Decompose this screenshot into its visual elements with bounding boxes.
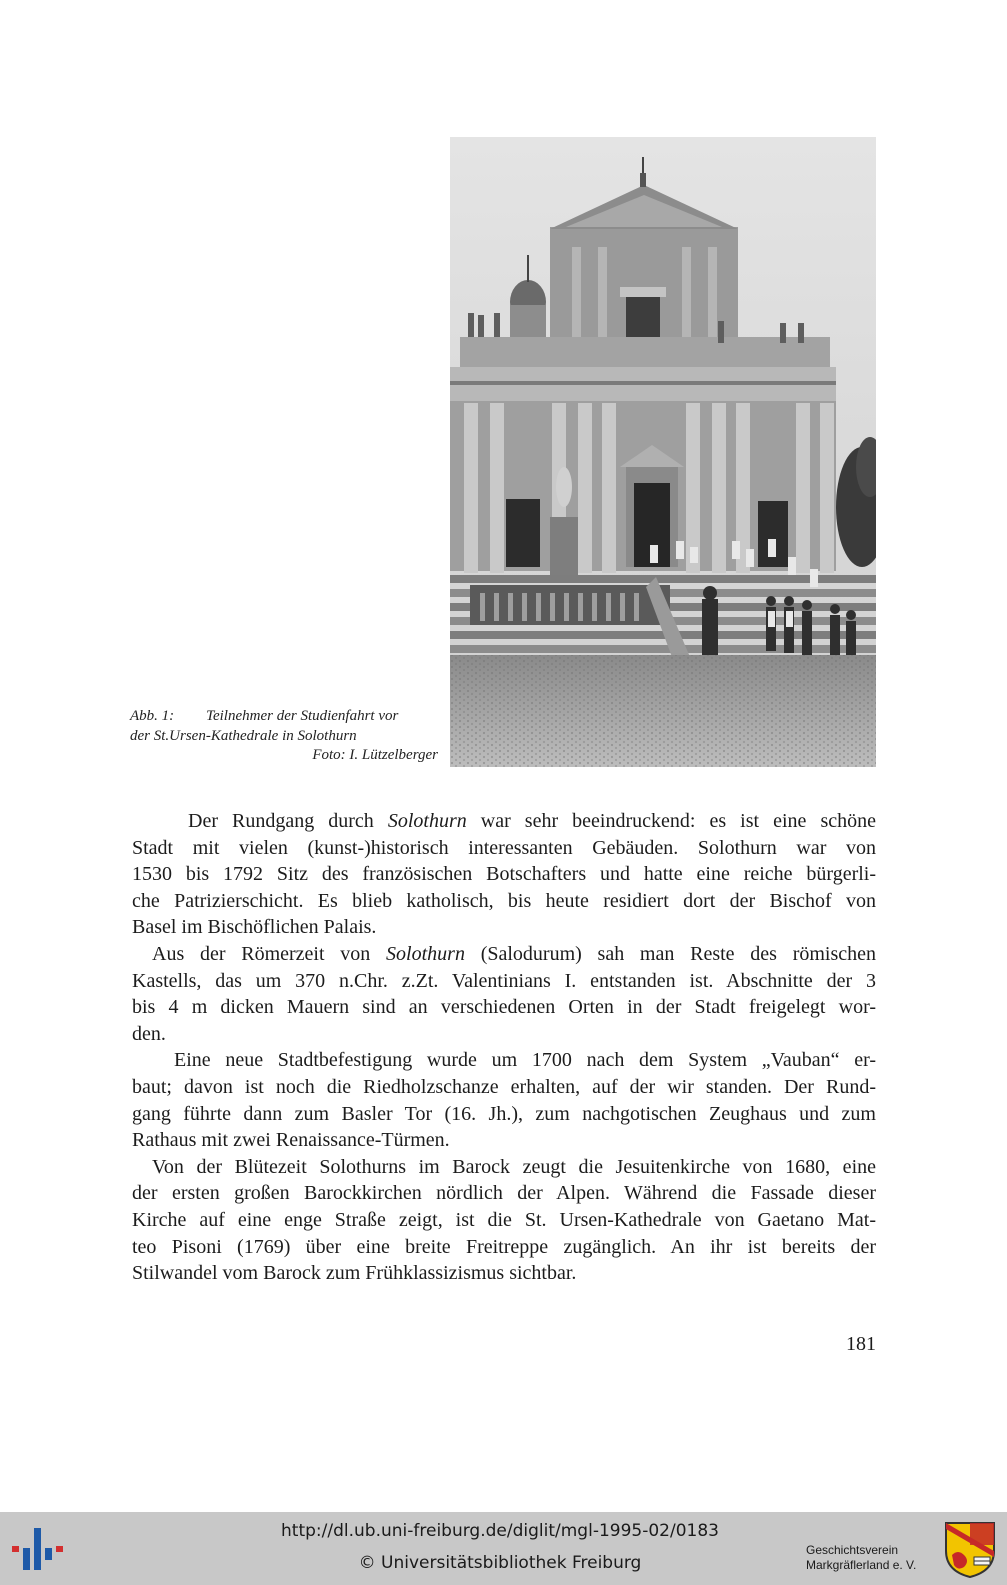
text-line: den.: [132, 1022, 166, 1045]
text-line: Eine neue Stadtbefestigung wurde um 1700 nach dem System „Vauban“ er-: [174, 1049, 876, 1072]
body-text: [132, 808, 876, 1287]
caption-line-2: der St.Ursen-Kathedrale in Solothurn: [130, 727, 357, 744]
footer-bar: [0, 1512, 1007, 1585]
text-line: che Patrizierschicht. Es blieb katholisch, bis heute residiert dort der Bischof von: [132, 889, 876, 912]
caption-line-1: Teilnehmer der Studienfahrt vor: [206, 708, 399, 724]
copyright-text: © Universitätsbibliothek Freiburg: [358, 1553, 642, 1573]
paragraph: [132, 808, 876, 941]
text-line: bis 4 m dicken Mauern sind an verschiedenen Orten in der Stadt freigelegt wor-: [132, 996, 876, 1019]
markgraeflerland-crest-icon: [944, 1521, 996, 1579]
page-number: 181: [846, 1333, 876, 1355]
society-name: [806, 1543, 946, 1573]
photo-credit: Foto: I. Lützelberger: [312, 747, 438, 763]
figure-caption: [130, 707, 438, 766]
text-line: Kastells, das um 370 n.Chr. z.Zt. Valentinians I. entstanden ist. Abschnitte der 3: [132, 969, 876, 992]
text-line: Stadt mit vielen (kunst-)historisch interessanten Gebäuden. Solothurn war von: [132, 836, 876, 859]
text-line: teo Pisoni (1769) über eine breite Freitreppe zugänglich. An ihr ist bereits der: [132, 1235, 876, 1258]
text-line: Der Rundgang durch Solothurn war sehr beeindruckend: es ist eine schöne: [188, 810, 876, 832]
society-line-2: Markgräflerland e. V.: [806, 1558, 917, 1572]
paragraph: [132, 1047, 876, 1153]
document-url-link[interactable]: http://dl.ub.uni-freiburg.de/diglit/mgl-1995-02/0183: [281, 1521, 719, 1541]
text-line: Stilwandel vom Barock zum Frühklassizismus sichtbar.: [132, 1262, 577, 1285]
text-line: baut; davon ist noch die Riedholzschanze erhalten, auf der wir standen. Der Rund-: [132, 1075, 876, 1098]
paragraph: [132, 941, 876, 1047]
cathedral-photo-image: [450, 137, 876, 767]
cathedral-photo: [450, 137, 876, 767]
text-line: Aus der Römerzeit von Solothurn (Salodurum) sah man Reste des römischen: [152, 942, 876, 965]
text-line: der ersten großen Barockkirchen nördlich der Alpen. Während die Fassade dieser: [132, 1182, 876, 1205]
place-name: Solothurn: [387, 810, 467, 832]
ub-freiburg-logo-icon: [12, 1524, 64, 1574]
place-name: Solothurn: [386, 942, 465, 965]
paragraph: [132, 1154, 876, 1287]
caption-first-line: [130, 707, 438, 727]
text-line: 1530 bis 1792 Sitz des französischen Botschafters und hatte eine reiche bürgerli-: [132, 863, 876, 886]
text-line: Von der Blütezeit Solothurns im Barock zeugt die Jesuitenkirche von 1680, eine: [152, 1155, 876, 1178]
text-line: gang führte dann zum Basler Tor (16. Jh.), zum nachgotischen Zeughaus und zum: [132, 1102, 876, 1125]
figure-label: Abb. 1:: [130, 708, 175, 724]
text-line: Rathaus mit zwei Renaissance-Türmen.: [132, 1129, 450, 1152]
text-line: Kirche auf eine enge Straße zeigt, ist die St. Ursen-Kathedrale von Gaetano Mat-: [132, 1208, 876, 1231]
text-line: Basel im Bischöflichen Palais.: [132, 916, 377, 939]
society-line-1: Geschichtsverein: [806, 1543, 899, 1557]
